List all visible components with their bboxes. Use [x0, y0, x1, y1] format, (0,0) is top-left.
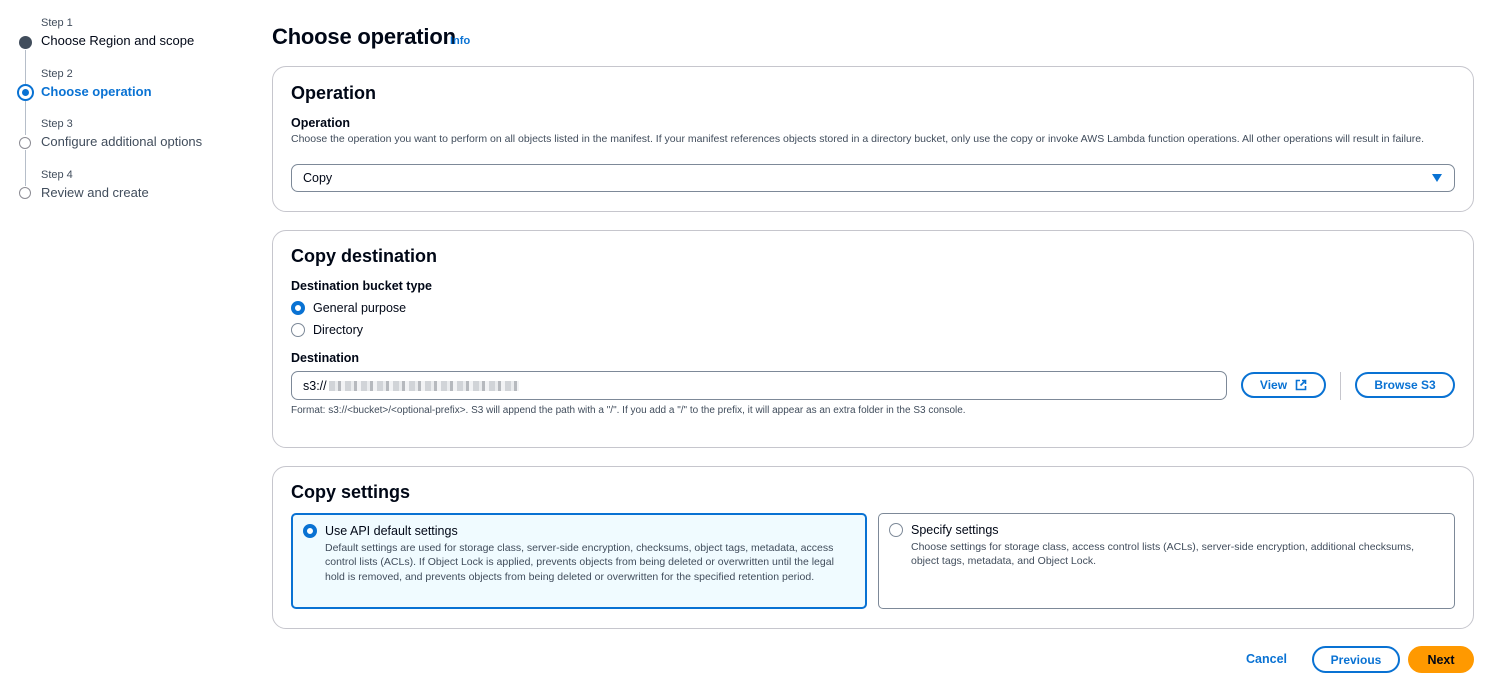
step-label: Choose operation: [41, 84, 152, 99]
step-2-current-icon: [17, 84, 34, 101]
tile-use-api-default-settings[interactable]: [291, 513, 867, 609]
destination-value: s3://: [303, 379, 519, 393]
info-link[interactable]: Info: [450, 35, 471, 47]
copy-destination-card: [272, 230, 1474, 448]
step-label: Review and create: [41, 185, 149, 200]
caret-down-icon: [1432, 174, 1442, 182]
operation-card: [272, 66, 1474, 212]
cancel-button[interactable]: Cancel: [1246, 652, 1287, 666]
step-number: Step 1: [41, 17, 73, 29]
bucket-type-directory[interactable]: [291, 323, 363, 337]
step-number: Step 2: [41, 68, 73, 80]
next-button[interactable]: Next: [1408, 646, 1474, 673]
card-title: Copy settings: [291, 482, 411, 502]
radio-unselected-icon[interactable]: [889, 523, 903, 537]
card-title: Operation: [291, 83, 377, 103]
step-3: [41, 117, 202, 150]
bucket-type-general-purpose[interactable]: [291, 301, 406, 315]
radio-label: Directory: [313, 323, 364, 337]
radio-selected-icon[interactable]: [303, 524, 317, 538]
destination-format-hint: Format: s3://<bucket>/<optional-prefix>. S3 will append the path with a "/". If you add a "/" to the prefix, it will appear as an extra folder in the S3 console.: [291, 405, 966, 416]
destination-input[interactable]: [291, 371, 1227, 400]
step-number: Step 4: [41, 169, 73, 181]
bucket-type-label: Destination bucket type: [291, 279, 432, 293]
step-4: [41, 168, 149, 201]
tile-description: Choose settings for storage class, access control lists (ACLs), server-side encryption, additional checksums, object tags, metadata, and Object Lock.: [911, 541, 1415, 568]
step-3-pending-icon: [19, 137, 31, 149]
radio-unselected-icon[interactable]: [291, 323, 305, 337]
operation-select[interactable]: [291, 164, 1455, 192]
button-divider: [1340, 372, 1341, 400]
step-connector: [25, 50, 26, 84]
step-number: Step 3: [41, 118, 73, 130]
step-2: [41, 67, 152, 100]
step-1[interactable]: [41, 16, 194, 49]
operation-label: Operation: [291, 116, 351, 130]
browse-s3-button[interactable]: Browse S3: [1355, 372, 1455, 398]
radio-label: General purpose: [313, 301, 407, 315]
radio-selected-icon[interactable]: [291, 301, 305, 315]
tile-title: Use API default settings: [325, 524, 458, 538]
view-button-label: View: [1259, 378, 1288, 392]
destination-label: Destination: [291, 351, 360, 365]
operation-description: Choose the operation you want to perform on all objects listed in the manifest. If your manifest references objects stored in a directory bucket, only use the copy or invoke AWS Lambda function operations. All other operations will result in failure.: [291, 133, 1425, 145]
step-label: Configure additional options: [41, 134, 203, 149]
copy-settings-card: [272, 466, 1474, 629]
page-title: Choose operation: [272, 24, 456, 49]
redacted-text: [329, 381, 519, 391]
step-label[interactable]: Choose Region and scope: [41, 33, 195, 48]
view-button[interactable]: [1241, 372, 1326, 398]
step-4-pending-icon: [19, 187, 31, 199]
step-connector: [25, 101, 26, 135]
card-title: Copy destination: [291, 246, 438, 266]
external-link-icon: [1295, 379, 1307, 391]
step-1-complete-icon: [19, 36, 32, 49]
step-connector: [25, 150, 26, 186]
previous-button[interactable]: Previous: [1312, 646, 1400, 673]
operation-selected-value: Copy: [303, 171, 333, 185]
tile-specify-settings[interactable]: [878, 513, 1455, 609]
tile-description: Default settings are used for storage class, server-side encryption, checksums, object tags, metadata, access control lists (ACLs). If Object Lock is applied, prevents objects from being deleted or overwritten until the legal hold is removed, and prevents objects from being deleted or overwritten for the specified retention period.: [325, 542, 834, 583]
tile-title: Specify settings: [911, 523, 999, 537]
